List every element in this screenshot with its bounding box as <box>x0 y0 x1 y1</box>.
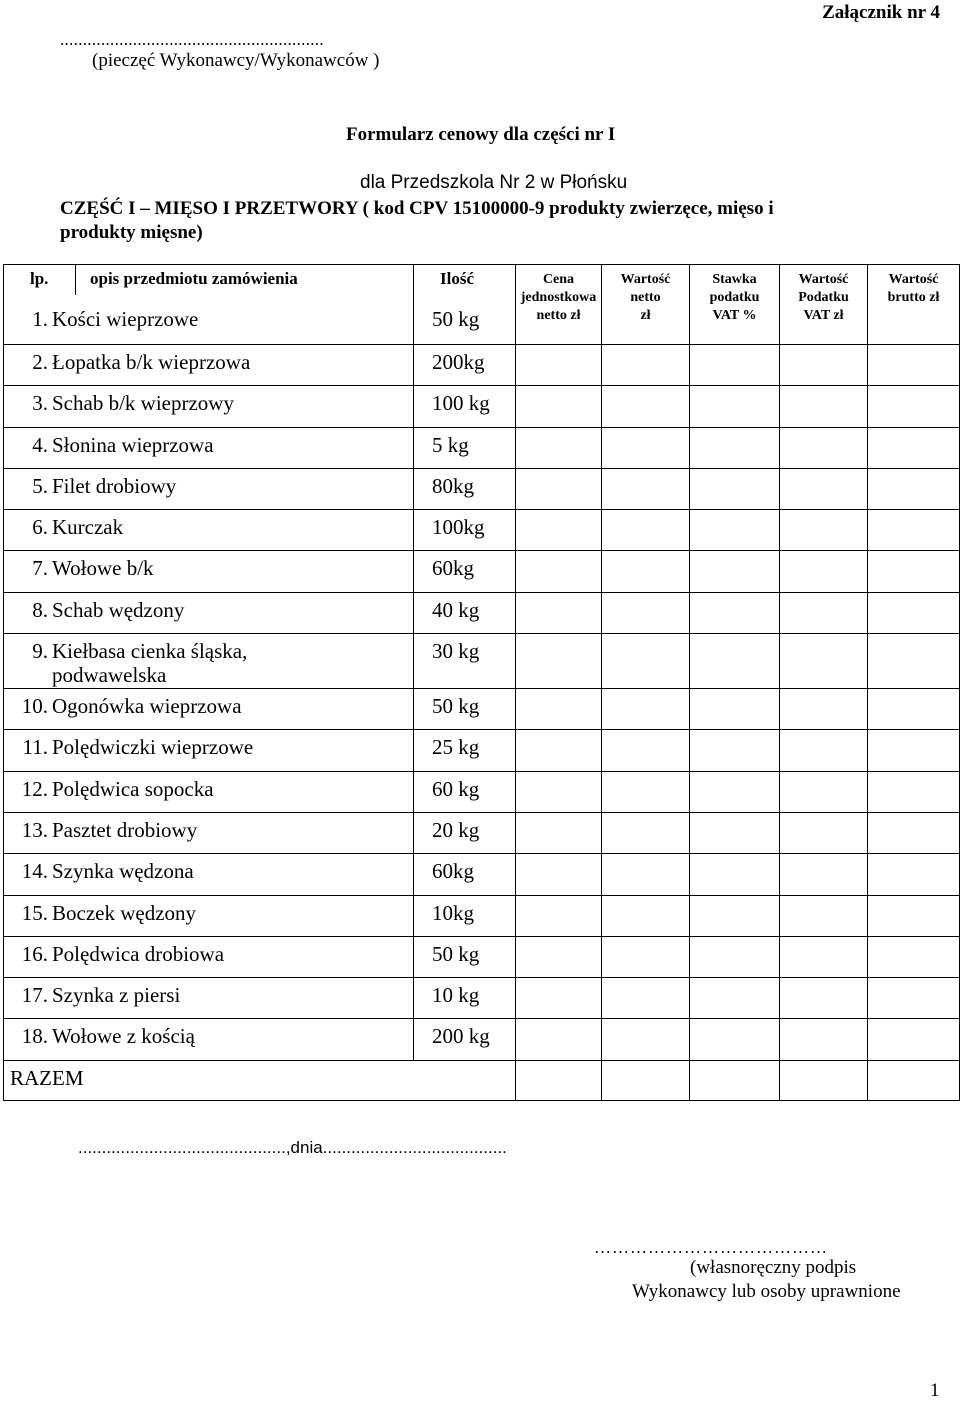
unit-price-cell <box>516 895 602 936</box>
item-number: 1. <box>32 306 48 331</box>
unit-price-cell <box>516 468 602 509</box>
item-name-line: Wołowe z kością <box>52 1024 195 1049</box>
net-value-cell <box>602 895 690 936</box>
unit-price-cell <box>516 551 602 592</box>
table-row <box>4 386 960 427</box>
item-cell <box>4 689 414 730</box>
unit-price-cell <box>516 386 602 427</box>
item-cell <box>4 771 414 812</box>
item-number: 18. <box>21 1024 48 1049</box>
gross-value-cell <box>868 1019 960 1060</box>
item-number: 7. <box>32 556 48 581</box>
item-cell <box>4 345 414 386</box>
item-number: 8. <box>32 597 48 622</box>
vat-rate-cell <box>690 592 780 633</box>
vat-rate-cell <box>690 468 780 509</box>
item-quantity: 10kg <box>414 895 516 936</box>
item-number: 9. <box>32 639 48 664</box>
item-quantity: 60 kg <box>414 771 516 812</box>
vat-rate-cell <box>690 551 780 592</box>
item-name-line: Szynka z piersi <box>52 983 181 1008</box>
net-value-cell <box>602 978 690 1019</box>
table-row <box>4 771 960 812</box>
price-table <box>3 264 960 1101</box>
unit-price-cell <box>516 689 602 730</box>
item-quantity: 100kg <box>414 510 516 551</box>
item-number: 4. <box>32 432 48 457</box>
item-name <box>52 307 198 331</box>
school-line: dla Przedszkola Nr 2 w Płońsku <box>360 172 628 193</box>
item-quantity: 10 kg <box>414 978 516 1019</box>
unit-price-cell <box>516 345 602 386</box>
total-label: RAZEM <box>4 1060 516 1100</box>
item-number: 5. <box>32 473 48 498</box>
vat-rate-cell <box>690 689 780 730</box>
gross-value-cell <box>868 468 960 509</box>
item-number: 10. <box>21 694 48 719</box>
header-lp: lp. <box>4 265 76 295</box>
table-row <box>4 895 960 936</box>
gross-value-cell <box>868 978 960 1019</box>
item-cell <box>4 854 414 895</box>
item-quantity: 20 kg <box>414 812 516 853</box>
total-row <box>4 1060 960 1100</box>
gross-value-cell <box>868 592 960 633</box>
vat-rate-cell <box>690 427 780 468</box>
stamp-dots: .......................................................... <box>60 30 324 49</box>
header-unit-price-2: jednostkowa <box>520 290 597 305</box>
net-value-cell <box>602 854 690 895</box>
item-name <box>52 350 250 374</box>
vat-value-cell <box>780 771 868 812</box>
vat-rate-cell <box>690 386 780 427</box>
item-quantity: 25 kg <box>414 730 516 771</box>
header-unit-price-1: Cena <box>542 272 575 287</box>
item-name <box>52 639 247 687</box>
unit-price-cell <box>516 510 602 551</box>
item-quantity: 50 kg <box>414 295 516 345</box>
item-quantity: 30 kg <box>414 634 516 689</box>
item-number: 16. <box>21 941 48 966</box>
net-value-cell <box>602 812 690 853</box>
item-name-line: Polędwica sopocka <box>52 776 214 801</box>
vat-value-cell <box>780 551 868 592</box>
item-cell <box>4 978 414 1019</box>
vat-value-cell <box>780 345 868 386</box>
total-vat-value <box>780 1060 868 1100</box>
section-title-line-2: produkty mięsne) <box>60 222 203 243</box>
table-row <box>4 468 960 509</box>
item-name <box>52 735 253 759</box>
vat-value-cell <box>780 978 868 1019</box>
header-vat-value-2: Podatku <box>798 290 849 305</box>
net-value-cell <box>602 592 690 633</box>
item-name-line: Wołowe b/k <box>52 556 154 581</box>
item-quantity: 50 kg <box>414 689 516 730</box>
net-value-cell <box>602 689 690 730</box>
vat-value-cell <box>780 730 868 771</box>
item-cell <box>4 468 414 509</box>
item-cell <box>4 386 414 427</box>
section-title-line-1: CZĘŚĆ I – MIĘSO I PRZETWORY ( kod CPV 15100000-9 produkty zwierzęce, mięso i <box>60 198 774 219</box>
item-name <box>52 391 234 415</box>
item-cell <box>4 551 414 592</box>
unit-price-cell <box>516 1019 602 1060</box>
item-name-line: Pasztet drobiowy <box>52 817 198 842</box>
item-name-line: Filet drobiowy <box>52 473 177 498</box>
item-cell <box>4 510 414 551</box>
vat-rate-cell <box>690 854 780 895</box>
item-name <box>52 983 180 1007</box>
vat-rate-cell <box>690 730 780 771</box>
vat-rate-cell <box>690 771 780 812</box>
header-vat-value-3: VAT zł <box>803 308 844 323</box>
item-name-line: Schab wędzony <box>52 597 185 622</box>
total-gross-value <box>868 1060 960 1100</box>
vat-value-cell <box>780 468 868 509</box>
item-name-line: Kurczak <box>52 515 124 540</box>
header-unit-price-3: netto zł <box>536 308 581 323</box>
gross-value-cell <box>868 730 960 771</box>
item-cell <box>4 592 414 633</box>
item-name <box>52 818 197 842</box>
item-number: 11. <box>22 735 48 760</box>
vat-rate-cell <box>690 978 780 1019</box>
item-number: 13. <box>21 817 48 842</box>
unit-price-cell <box>516 634 602 689</box>
unit-price-cell <box>516 936 602 977</box>
vat-rate-cell <box>690 812 780 853</box>
item-name <box>52 556 154 580</box>
gross-value-cell <box>868 895 960 936</box>
gross-value-cell <box>868 936 960 977</box>
item-quantity: 50 kg <box>414 936 516 977</box>
gross-value-cell <box>868 854 960 895</box>
vat-value-cell <box>780 854 868 895</box>
item-quantity: 200 kg <box>414 1019 516 1060</box>
item-name <box>52 1024 195 1048</box>
vat-value-cell <box>780 386 868 427</box>
table-row <box>4 592 960 633</box>
table-row <box>4 730 960 771</box>
item-number: 17. <box>21 983 48 1008</box>
signature-dots: ………………………………… <box>594 1238 828 1257</box>
vat-rate-cell <box>690 634 780 689</box>
header-net-value <box>602 265 690 345</box>
item-name-line: Schab b/k wieprzowy <box>52 391 234 416</box>
item-quantity: 5 kg <box>414 427 516 468</box>
net-value-cell <box>602 771 690 812</box>
item-number: 15. <box>21 900 48 925</box>
net-value-cell <box>602 386 690 427</box>
gross-value-cell <box>868 386 960 427</box>
vat-value-cell <box>780 812 868 853</box>
item-quantity: 80kg <box>414 468 516 509</box>
total-unit-price <box>516 1060 602 1100</box>
net-value-cell <box>602 634 690 689</box>
item-cell <box>4 936 414 977</box>
net-value-cell <box>602 468 690 509</box>
item-number: 6. <box>32 515 48 540</box>
table-row <box>4 634 960 689</box>
vat-value-cell <box>780 634 868 689</box>
vat-rate-cell <box>690 1019 780 1060</box>
place-date-line: ............................................,dnia....................................... <box>78 1138 507 1157</box>
net-value-cell <box>602 1019 690 1060</box>
header-vat-value-1: Wartość <box>798 272 849 287</box>
item-name-line: Łopatka b/k wieprzowa <box>52 350 251 374</box>
table-row <box>4 510 960 551</box>
attachment-label: Załącznik nr 4 <box>822 2 940 23</box>
vat-value-cell <box>780 936 868 977</box>
vat-rate-cell <box>690 345 780 386</box>
unit-price-cell <box>516 854 602 895</box>
item-name <box>52 901 196 925</box>
table-row <box>4 936 960 977</box>
header-vat-rate <box>690 265 780 345</box>
vat-value-cell <box>780 1019 868 1060</box>
table-row <box>4 978 960 1019</box>
net-value-cell <box>602 730 690 771</box>
unit-price-cell <box>516 812 602 853</box>
vat-value-cell <box>780 689 868 730</box>
table-row <box>4 689 960 730</box>
item-cell <box>4 730 414 771</box>
table-row <box>4 427 960 468</box>
item-name <box>52 515 123 539</box>
vat-value-cell <box>780 592 868 633</box>
header-net-value-2: netto <box>630 290 661 305</box>
header-vat-rate-1: Stawka <box>712 272 757 287</box>
item-cell <box>4 295 414 345</box>
vat-rate-cell <box>690 936 780 977</box>
gross-value-cell <box>868 812 960 853</box>
item-number: 2. <box>32 350 48 374</box>
item-name-line: Polędwiczki wieprzowe <box>52 735 254 760</box>
table-row <box>4 551 960 592</box>
item-number: 14. <box>21 859 48 884</box>
header-net-value-1: Wartość <box>620 272 671 287</box>
header-quantity: Ilość <box>414 265 516 295</box>
total-net-value <box>602 1060 690 1100</box>
net-value-cell <box>602 551 690 592</box>
item-quantity: 200kg <box>414 345 516 386</box>
item-quantity: 100 kg <box>414 386 516 427</box>
vat-rate-cell <box>690 895 780 936</box>
item-name-line: Polędwica drobiowa <box>52 941 225 966</box>
table-row <box>4 854 960 895</box>
gross-value-cell <box>868 551 960 592</box>
item-name-line: Boczek wędzony <box>52 900 197 925</box>
header-gross-value-2: brutto zł <box>887 290 940 305</box>
signature-label-line-2: Wykonawcy lub osoby uprawnione <box>632 1281 901 1302</box>
item-number: 3. <box>32 391 48 416</box>
net-value-cell <box>602 345 690 386</box>
item-name-line: Ogonówka wieprzowa <box>52 694 242 719</box>
item-name <box>52 433 214 457</box>
unit-price-cell <box>516 771 602 812</box>
unit-price-cell <box>516 427 602 468</box>
header-net-value-3: zł <box>640 308 651 323</box>
item-cell <box>4 812 414 853</box>
item-name <box>52 598 184 622</box>
item-name <box>52 694 242 718</box>
item-name-line: Kiełbasa cienka śląska, <box>52 639 248 664</box>
item-quantity: 60kg <box>414 551 516 592</box>
header-vat-rate-3: VAT % <box>712 308 757 323</box>
table-row <box>4 1019 960 1060</box>
item-cell <box>4 895 414 936</box>
contractor-stamp-label: (pieczęć Wykonawcy/Wykonawców ) <box>92 50 380 71</box>
vat-value-cell <box>780 895 868 936</box>
item-cell <box>4 427 414 468</box>
item-name-line-2: podwawelska <box>52 663 167 688</box>
item-name <box>52 859 194 883</box>
item-name-line: Kości wieprzowe <box>52 306 199 331</box>
header-unit-price <box>516 265 602 345</box>
unit-price-cell <box>516 592 602 633</box>
total-vat-rate <box>690 1060 780 1100</box>
item-quantity: 40 kg <box>414 592 516 633</box>
header-vat-rate-2: podatku <box>709 290 760 305</box>
item-name <box>52 777 214 801</box>
vat-value-cell <box>780 427 868 468</box>
net-value-cell <box>602 427 690 468</box>
table-row <box>4 812 960 853</box>
item-name-line: Słonina wieprzowa <box>52 432 214 457</box>
table-header-row <box>4 265 960 295</box>
gross-value-cell <box>868 427 960 468</box>
header-vat-value <box>780 265 868 345</box>
net-value-cell <box>602 936 690 977</box>
vat-value-cell <box>780 510 868 551</box>
item-number: 12. <box>21 776 48 801</box>
header-gross-value-1: Wartość <box>888 272 939 287</box>
gross-value-cell <box>868 771 960 812</box>
item-name-line: Szynka wędzona <box>52 859 194 884</box>
page-number: 1 <box>930 1380 940 1401</box>
header-gross-value <box>868 265 960 345</box>
unit-price-cell <box>516 730 602 771</box>
header-description: opis przedmiotu zamówienia <box>76 265 414 295</box>
net-value-cell <box>602 510 690 551</box>
gross-value-cell <box>868 345 960 386</box>
item-cell <box>4 634 414 689</box>
vat-rate-cell <box>690 510 780 551</box>
form-title: Formularz cenowy dla części nr I <box>346 124 616 145</box>
item-cell <box>4 1019 414 1060</box>
gross-value-cell <box>868 689 960 730</box>
item-name <box>52 942 224 966</box>
table-row <box>4 345 960 386</box>
signature-label-line-1: (własnoręczny podpis <box>690 1257 857 1278</box>
item-name <box>52 474 176 498</box>
price-table-body <box>4 265 960 1101</box>
item-quantity: 60kg <box>414 854 516 895</box>
gross-value-cell <box>868 634 960 689</box>
gross-value-cell <box>868 510 960 551</box>
unit-price-cell <box>516 978 602 1019</box>
